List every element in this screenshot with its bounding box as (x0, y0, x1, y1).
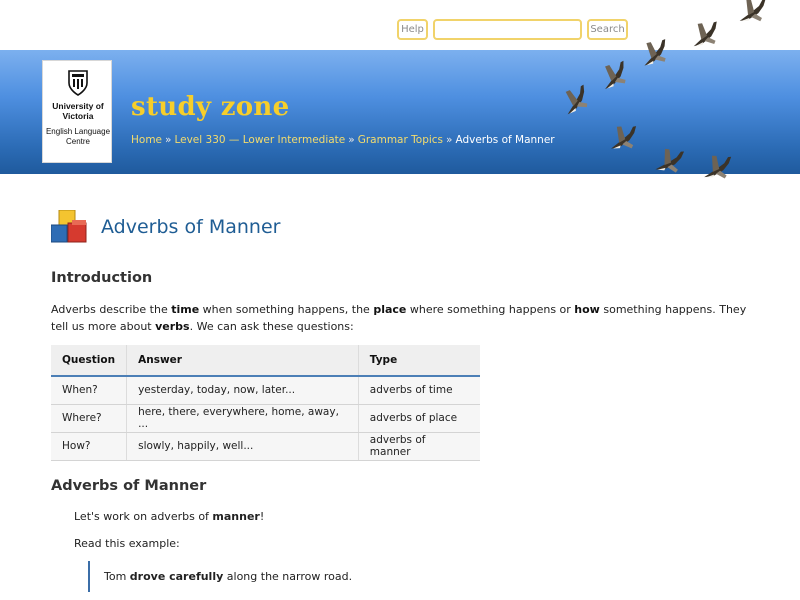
lets-work-paragraph (74, 510, 264, 523)
site-title[interactable]: study zone (131, 92, 290, 122)
search-button[interactable]: Search (587, 19, 628, 40)
help-button[interactable]: Help (397, 19, 428, 40)
intro-keyword: time (171, 303, 200, 316)
table-cell: adverbs of manner (358, 432, 480, 460)
intro-paragraph (51, 301, 751, 335)
table-row (51, 404, 480, 432)
table-cell: here, there, everywhere, home, away, ... (127, 404, 359, 432)
crest-icon (68, 70, 88, 96)
column-header-type: Type (358, 345, 480, 376)
section-heading-introduction: Introduction (51, 270, 153, 286)
table-cell: yesterday, today, now, later... (127, 376, 359, 404)
column-header-answer: Answer (127, 345, 359, 376)
logo-centre-name: English Language Centre (45, 127, 111, 146)
intro-keyword: place (373, 303, 407, 316)
lets-work-bold: manner (212, 510, 260, 523)
example-bold: drove carefully (129, 570, 224, 583)
table-row (51, 376, 480, 404)
column-header-question: Question (51, 345, 127, 376)
top-utility-bar (0, 0, 800, 50)
breadcrumb-level[interactable]: Level 330 — Lower Intermediate (174, 134, 346, 146)
section-heading-adverbs-of-manner: Adverbs of Manner (51, 478, 207, 494)
intro-keyword: how (574, 303, 600, 316)
example-sentence-quote (88, 561, 488, 592)
logo-university-name: University of Victoria (52, 101, 104, 121)
intro-text-segment: when something happens, the (199, 303, 374, 316)
intro-text-segment: where something happens or (406, 303, 575, 316)
table-cell: When? (51, 376, 127, 404)
lets-work-text: Let's work on adverbs of (74, 510, 213, 523)
table-header-row (51, 345, 480, 376)
example-suffix: along the narrow road. (223, 570, 353, 583)
breadcrumb-grammar-topics[interactable]: Grammar Topics (357, 134, 444, 146)
header-banner (0, 50, 800, 174)
breadcrumb-separator: » (165, 134, 172, 146)
table-cell: How? (51, 432, 127, 460)
table-cell: adverbs of time (358, 376, 480, 404)
example-prefix: Tom (104, 570, 130, 583)
intro-text-segment: something happens. They tell us more about (51, 303, 747, 333)
intro-text-segment: Adverbs describe the (51, 303, 172, 316)
table-cell: Where? (51, 404, 127, 432)
intro-keyword: verbs (155, 320, 190, 333)
breadcrumb-home[interactable]: Home (131, 134, 163, 146)
search-input[interactable] (433, 19, 582, 40)
breadcrumb-current: Adverbs of Manner (455, 134, 555, 146)
intro-text-segment: . We can ask these questions: (189, 320, 354, 333)
table-cell: adverbs of place (358, 404, 480, 432)
table-row (51, 432, 480, 460)
breadcrumb-separator: » (348, 134, 355, 146)
lets-work-suffix: ! (259, 510, 265, 523)
breadcrumb-separator: » (446, 134, 453, 146)
table-cell: slowly, happily, well... (127, 432, 359, 460)
adverbs-table (51, 345, 480, 461)
breadcrumb (131, 134, 555, 146)
page-title: Adverbs of Manner (101, 216, 281, 238)
read-example-paragraph: Read this example: (74, 537, 180, 550)
university-logo[interactable] (42, 60, 112, 163)
blocks-icon (51, 210, 89, 244)
